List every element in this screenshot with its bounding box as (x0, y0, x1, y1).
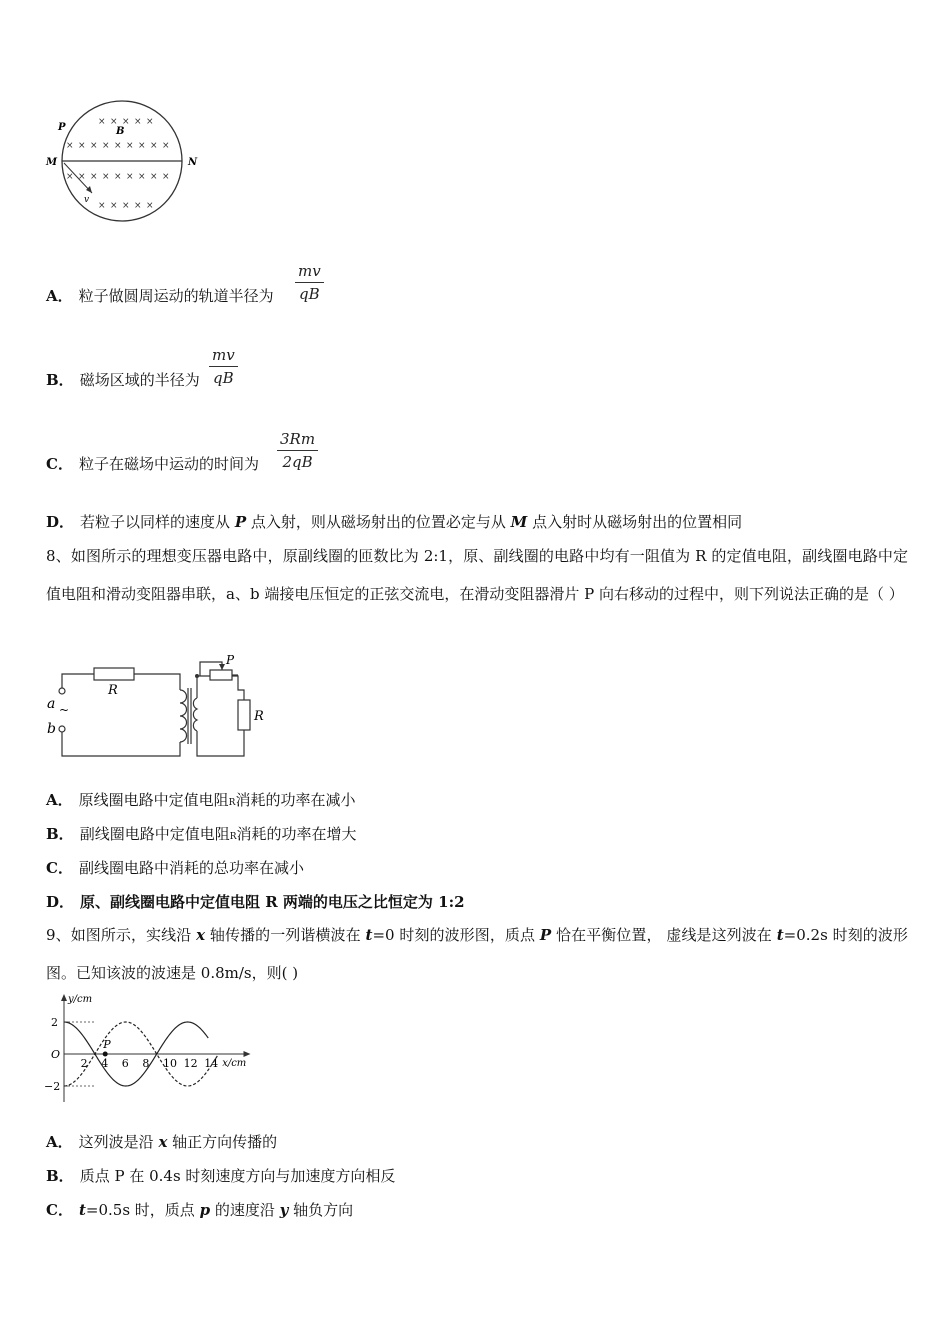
label-tilde: ~ (59, 703, 70, 717)
label-p: P (226, 653, 235, 667)
field-cross-0-1: × (110, 117, 118, 127)
q8-option-a: A． 原线圈电路中定值电阻R消耗的功率在减小 (46, 791, 356, 809)
terminal-b (59, 726, 65, 732)
field-cross-2-6: × (138, 172, 146, 182)
primary-wire-bottom (62, 732, 180, 756)
terminal-a (59, 688, 65, 694)
point-p (103, 1052, 108, 1057)
x-tick-label-4: 4 (101, 1057, 109, 1070)
label-b: b (47, 721, 56, 737)
field-cross-2-8: × (162, 172, 170, 182)
y-axis-label: y/cm (68, 994, 93, 1005)
secondary-coil (193, 698, 197, 731)
field-cross-1-5: × (126, 141, 134, 151)
y-tick-label-2: −2 (44, 1080, 61, 1093)
x-tick-label-2: 2 (80, 1057, 88, 1070)
q7-option-b-text: 磁场区域的半径为 (79, 371, 200, 389)
q8-option-c: C． 副线圈电路中消耗的总功率在减小 (46, 859, 304, 877)
secondary-wire-bottom (197, 730, 244, 756)
field-cross-1-3: × (102, 141, 110, 151)
field-cross-1-2: × (90, 141, 98, 151)
q7-option-b: B． 磁场区域的半径为 (46, 371, 200, 389)
x-axis-label: x/cm (222, 1058, 247, 1069)
field-cross-2-0: × (66, 172, 74, 182)
x-tick-label-10: 10 (163, 1057, 177, 1070)
x-axis-arrow (244, 1051, 251, 1057)
slider-arrowhead (219, 664, 225, 670)
q7-option-c-fraction: 3Rm 2qB (277, 430, 318, 471)
q7-option-a: A． 粒子做圆周运动的轨道半径为 (46, 287, 274, 305)
field-cross-3-3: × (134, 201, 142, 211)
label-r1: R (108, 683, 118, 698)
label-m: M (46, 157, 58, 168)
q7-option-c: C． 粒子在磁场中运动的时间为 (46, 455, 259, 473)
q9-option-a: A． 这列波是沿 x 轴正方向传播的 (46, 1133, 278, 1151)
q9-option-b: B． 质点 P 在 0.4s 时刻速度方向与加速度方向相反 (46, 1167, 396, 1185)
y-axis-arrow (61, 994, 67, 1001)
label-p: P (58, 122, 66, 133)
label-v: v (84, 195, 90, 205)
field-cross-1-8: × (162, 141, 170, 151)
field-cross-3-1: × (110, 201, 118, 211)
x-tick-label-6: 6 (121, 1057, 129, 1070)
field-cross-1-7: × (150, 141, 158, 151)
resistor-r2 (238, 700, 250, 730)
field-cross-3-0: × (98, 201, 106, 211)
q7-option-d: D． 若粒子以同样的速度从 P 点入射，则从磁场射出的位置必定与从 M 点入射时从磁场射出的位置相同 (46, 513, 743, 531)
q8-option-d: D． 原、副线圈电路中定值电阻 R 两端的电压之比恒定为 1:2 (46, 893, 465, 911)
field-cross-2-3: × (102, 172, 110, 182)
slide-rheostat (210, 670, 232, 680)
label-r2: R (254, 709, 264, 724)
q7-option-a-text: 粒子做圆周运动的轨道半径为 (78, 287, 274, 305)
q7-option-c-text: 粒子在磁场中运动的时间为 (78, 455, 259, 473)
field-cross-3-2: × (122, 201, 130, 211)
resistor-r1 (94, 668, 134, 680)
magnetic-field-figure (40, 96, 210, 231)
field-cross-0-4: × (146, 117, 154, 127)
q8-option-b: B． 副线圈电路中定值电阻R消耗的功率在增大 (46, 825, 357, 843)
q8-stem: 8、如图所示的理想变压器电路中，原副线圈的匝数比为 2:1，原、副线圈的电路中均有一阻值为 R 的定值电阻，副线圈电路中定值电阻和滑动变阻器串联，a、b 端接电压恒定的正弦交流电，在滑动变阻器滑片 P 向右移动的过程中，则下列说法正确的是（ ） (46, 547, 908, 603)
x-tick-label-14: 14 (204, 1057, 219, 1070)
label-n: N (188, 157, 198, 168)
x-tick-label-8: 8 (142, 1057, 150, 1070)
point-p-label: P (103, 1038, 111, 1051)
field-cross-2-1: × (78, 172, 86, 182)
field-cross-0-2: × (122, 117, 130, 127)
q9-option-c: C． t=0.5s 时，质点 p 的速度沿 y 轴负方向 (46, 1201, 354, 1219)
field-cross-1-6: × (138, 141, 146, 151)
primary-coil (180, 690, 187, 742)
q7-option-b-fraction: mv qB (209, 346, 238, 387)
q9-stem: 9、如图所示，实线沿 x 轴传播的一列谐横波在 t=0 时刻的波形图，质点 P 恰在平衡位置， 虚线是这列波在 t=0.2s 时刻的波形图。已知该波的波速是 0.8m/s，则( ) (46, 926, 908, 982)
junction-dot (195, 674, 199, 678)
field-cross-1-0: × (66, 141, 74, 151)
field-cross-0-0: × (98, 117, 106, 127)
y-tick-label-1: O (51, 1048, 61, 1061)
wave-chart (40, 992, 270, 1102)
label-a: a (47, 696, 56, 712)
q7-option-a-fraction: mv qB (295, 262, 324, 303)
label-b: B (116, 126, 125, 137)
x-tick-label-12: 12 (183, 1057, 198, 1070)
field-cross-1-1: × (78, 141, 86, 151)
y-tick-label-0: 2 (51, 1016, 58, 1029)
field-cross-2-5: × (126, 172, 134, 182)
transformer-circuit-figure (40, 650, 280, 765)
field-cross-0-3: × (134, 117, 142, 127)
field-cross-2-7: × (150, 172, 158, 182)
field-cross-1-4: × (114, 141, 122, 151)
field-cross-2-4: × (114, 172, 122, 182)
field-cross-2-2: × (90, 172, 98, 182)
field-cross-3-4: × (146, 201, 154, 211)
